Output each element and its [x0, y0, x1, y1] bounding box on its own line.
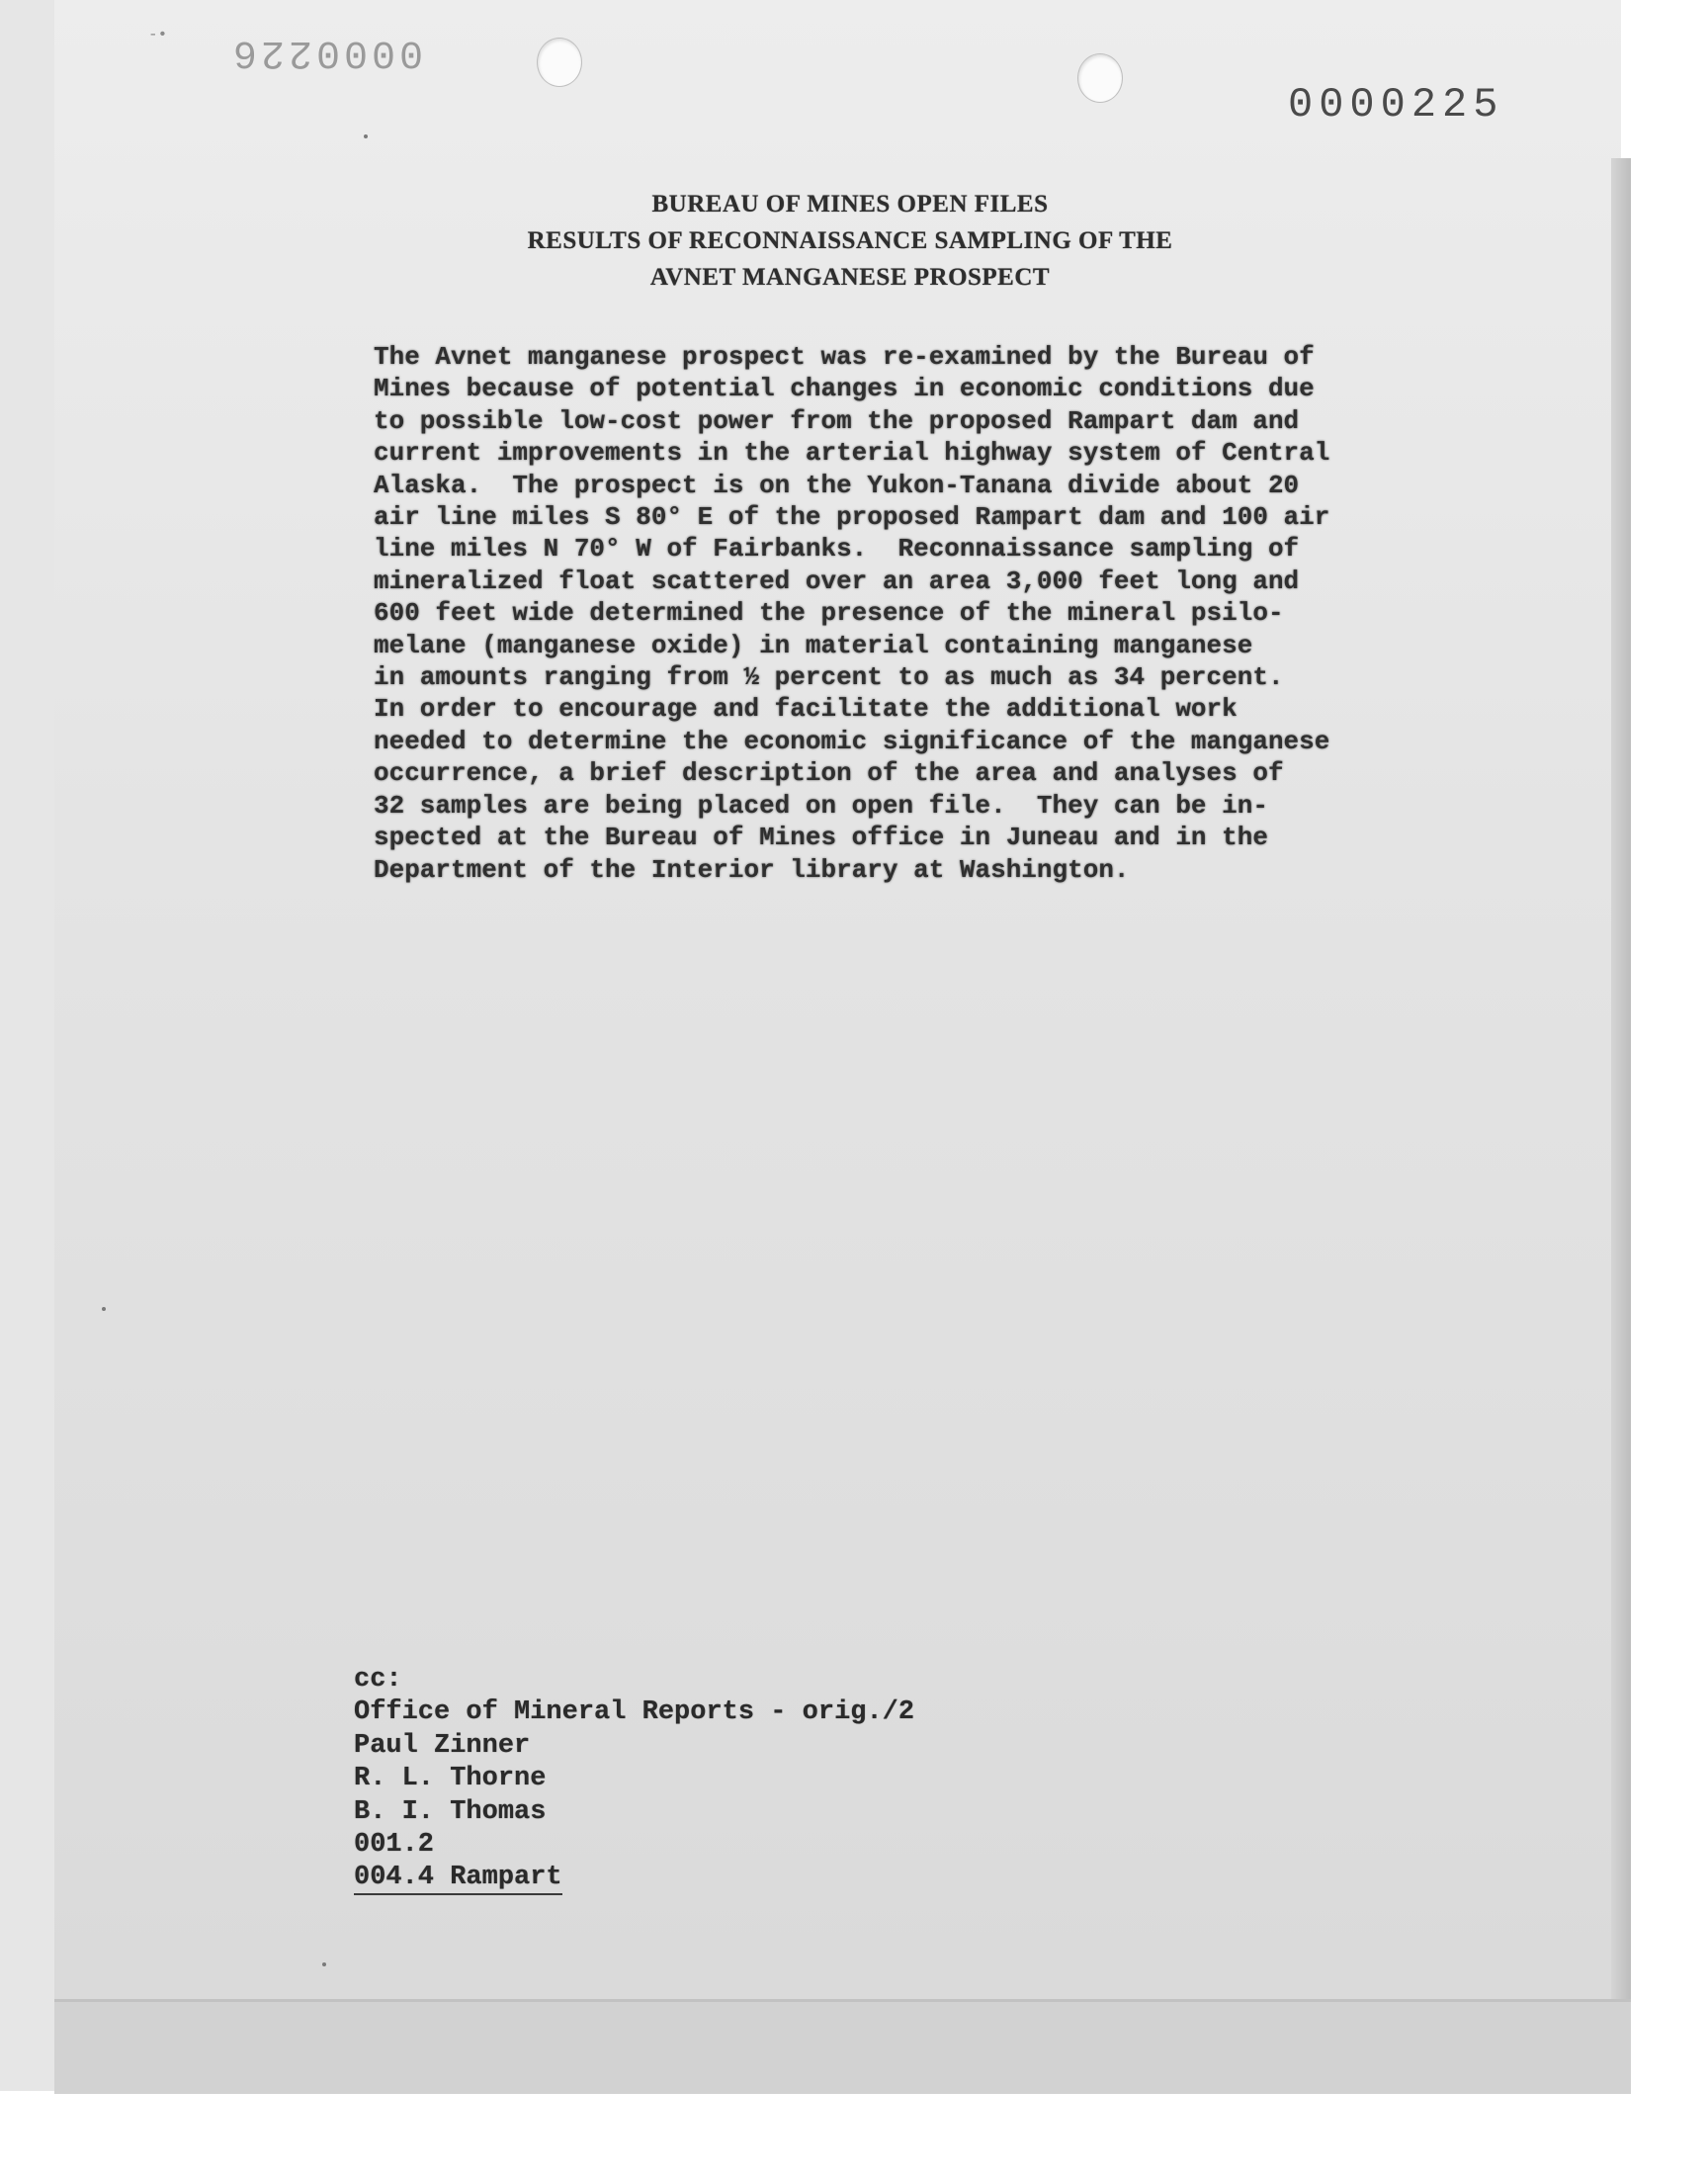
- margin-mark: -•: [148, 26, 168, 44]
- body-line: Mines because of potential changes in economic conditions due: [374, 374, 1315, 404]
- cc-recipient-underlined: 004.4 Rampart: [354, 1863, 562, 1895]
- body-line: current improvements in the arterial highway system of Central: [374, 438, 1330, 469]
- body-line: spected at the Bureau of Mines office in Juneau and in the: [374, 823, 1268, 853]
- body-line: to possible low-cost power from the proposed Rampart dam and: [374, 405, 1300, 436]
- document-heading: [435, 186, 1265, 296]
- body-line: mineralized float scattered over an area 3,000 feet long and: [374, 566, 1300, 596]
- cc-recipient: R. L. Thorne: [354, 1764, 547, 1794]
- cc-recipient: Paul Zinner: [354, 1730, 531, 1761]
- body-line: line miles N 70° W of Fairbanks. Reconnaissance sampling of: [374, 534, 1300, 565]
- punch-hole-left: [537, 38, 582, 87]
- page-number: 0000225: [1288, 81, 1504, 129]
- heading-line-3: AVNET MANGANESE PROSPECT: [649, 264, 1051, 291]
- body-line: air line miles S 80° E of the proposed Rampart dam and 100 air: [374, 502, 1330, 533]
- heading-line-1: BUREAU OF MINES OPEN FILES: [651, 191, 1049, 218]
- paper-right-edge: [1611, 158, 1631, 2091]
- cc-recipient: Office of Mineral Reports - orig./2: [354, 1697, 915, 1728]
- cc-recipient: B. I. Thomas: [354, 1796, 547, 1827]
- cc-list: [354, 1664, 914, 1895]
- body-line: occurrence, a brief description of the area and analyses of: [374, 758, 1284, 789]
- cc-recipient: 001.2: [354, 1830, 435, 1861]
- body-line: 600 feet wide determined the presence of the mineral psilo-: [374, 598, 1284, 629]
- dust-speck: [102, 1307, 106, 1311]
- paper-left-margin: [0, 0, 54, 2091]
- body-line: The Avnet manganese prospect was re-examined by the Bureau of: [374, 342, 1315, 372]
- body-paragraph: [374, 341, 1421, 886]
- body-line: needed to determine the economic significance of the manganese: [374, 726, 1330, 756]
- body-line: melane (manganese oxide) in material containing manganese: [374, 630, 1253, 660]
- punch-hole-right: [1077, 53, 1123, 103]
- paper-bottom-edge: [54, 1999, 1631, 2094]
- body-line: In order to encourage and facilitate the additional work: [374, 694, 1238, 725]
- body-line: Department of the Interior library at Washington.: [374, 854, 1130, 885]
- body-line: Alaska. The prospect is on the Yukon-Tanana divide about 20: [374, 470, 1300, 500]
- body-line: 32 samples are being placed on open file. They can be in-: [374, 790, 1268, 821]
- heading-line-2: RESULTS OF RECONNAISSANCE SAMPLING OF THE: [527, 227, 1173, 254]
- body-line: in amounts ranging from ½ percent to as much as 34 percent.: [374, 662, 1284, 693]
- dust-speck: [364, 134, 368, 138]
- dust-speck: [322, 1962, 326, 1966]
- mirrored-stamp-number: 0000226: [229, 30, 424, 74]
- cc-label: cc:: [354, 1665, 402, 1695]
